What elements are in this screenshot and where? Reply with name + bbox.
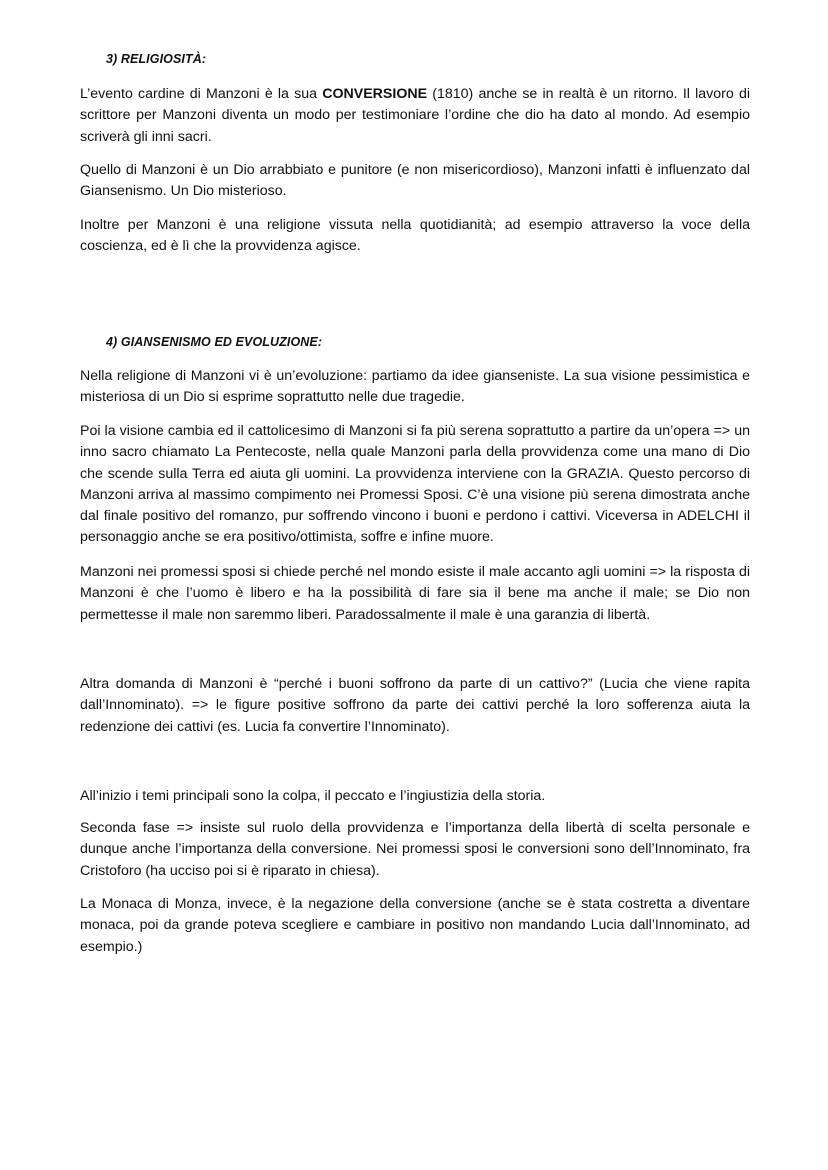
section-3-heading: 3) RELIGIOSITÀ: [106,52,207,66]
section-3-paragraph-1 [80,84,750,148]
section-4-paragraph-6: Seconda fase => insiste sul ruolo della provvidenza e l’importanza della libertà di scelta personale e dunque anche l’importanza della conversione. Nei promessi sposi le conversioni sono dell’Innominato, fra Cristoforo (ha ucciso poi si è riparato in chiesa). [80,820,750,879]
paragraph-text: (1810) anche se in realtà è un ritorno. Il lavoro di scrittore per Manzoni diventa un modo per testimoniare l’ordine che dio ha dato al mondo. Ad esempio scriverà gli inni sacri. [80,86,750,145]
section-4-paragraph-2: Poi la visione cambia ed il cattolicesimo di Manzoni si fa più serena soprattutto a partire da un’opera => un inno sacro chiamato La Pentecoste, nella quale Manzoni parla della provvidenza come una mano di Dio che scende sulla Terra ed aiuta gli uomini. La provvidenza interviene con la GRAZIA. Questo percorso di Manzoni arriva al massimo compimento nei Promessi Sposi. C’è una visione più serena dimostrata anche dal finale positivo del romanzo, pur soffrendo vincono i buoni e perdono i cattivi. Viceversa in ADELCHI il personaggio anche se era positivo/ottimista, soffre e infine muore. [80,423,750,546]
section-3-paragraph-3: Inoltre per Manzoni è una religione vissuta nella quotidianità; ad esempio attraverso la voce della coscienza, ed è lì che la provvidenza agisce. [80,217,750,255]
conversione-emphasis: CONVERSIONE [322,86,428,102]
section-3-paragraph-2: Quello di Manzoni è un Dio arrabbiato e punitore (e non misericordioso), Manzoni infatti è influenzato dal Giansenismo. Un Dio misterioso. [80,162,750,200]
section-4-paragraph-3: Manzoni nei promessi sposi si chiede perché nel mondo esiste il male accanto agli uomini => la risposta di Manzoni è che l’uomo è libero e ha la possibilità di fare sia il bene ma anche il male; se Dio non permettesse il male non saremmo liberi. Paradossalmente il male è una garanzia di libertà. [80,564,750,623]
section-4-paragraph-4: Altra domanda di Manzoni è “perché i buoni soffrono da parte di un cattivo?” (Lucia che viene rapita dall’Innominato). => le figure positive soffrono da parte dei cattivi perché la loro sofferenza aiuta la redenzione dei cattivi (es. Lucia fa convertire l’Innominato). [80,676,750,735]
section-4-paragraph-5: All’inizio i temi principali sono la colpa, il peccato e l’ingiustizia della storia. [80,788,546,804]
section-4-paragraph-1: Nella religione di Manzoni vi è un’evoluzione: partiamo da idee gianseniste. La sua visione pessimistica e misteriosa di un Dio si esprime soprattutto nelle due tragedie. [80,368,750,406]
section-4-paragraph-7: La Monaca di Monza, invece, è la negazione della conversione (anche se è stata costretta a diventare monaca, poi da grande poteva scegliere e cambiare in positivo non mandando Lucia dall’Innominato, ad esempio.) [80,896,750,955]
paragraph-text: L’evento cardine di Manzoni è la sua [80,86,323,102]
section-4-heading: 4) GIANSENISMO ED EVOLUZIONE: [106,335,323,349]
